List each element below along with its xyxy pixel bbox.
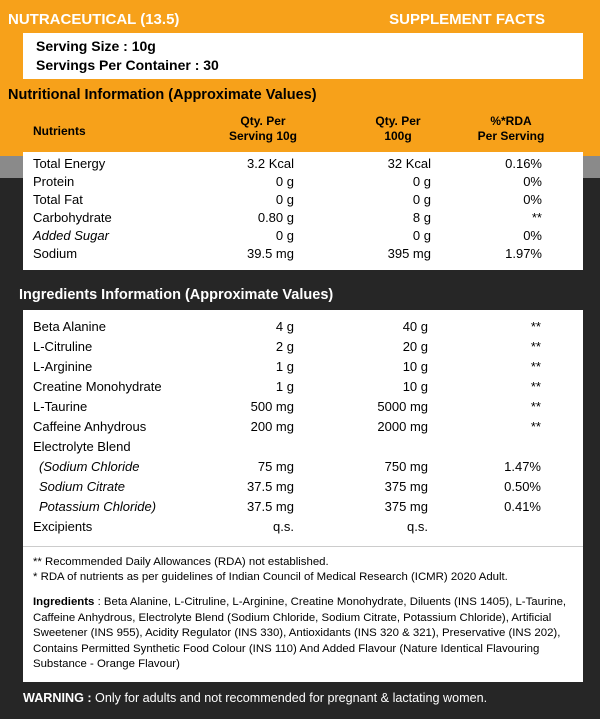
- qty-per-serving: 4 g: [275, 319, 294, 334]
- ingredient-name: Potassium Chloride): [39, 499, 157, 514]
- ingredients-label: Ingredients: [33, 596, 95, 608]
- rda-value: 0.50%: [504, 479, 541, 494]
- table-row: [23, 419, 583, 437]
- qty-per-serving: 39.5 mg: [247, 246, 294, 261]
- nutrient-name: Total Energy: [33, 156, 106, 171]
- table-row: [23, 210, 583, 228]
- rda-value: 0%: [523, 174, 542, 189]
- ingredient-name: Beta Alanine: [33, 319, 107, 334]
- servings-per-container: Servings Per Container : 30: [36, 57, 219, 73]
- rda-value: **: [530, 419, 541, 434]
- qty-per-serving: 500 mg: [250, 399, 294, 414]
- table-row: [23, 319, 583, 337]
- serving-box: [23, 33, 583, 79]
- table-row: [23, 459, 583, 477]
- warning-text: Only for adults and not recommended for pregnant & lactating women.: [91, 691, 488, 705]
- qty-per-100g: 375 mg: [384, 499, 428, 514]
- qty-per-100g: 750 mg: [384, 459, 428, 474]
- rda-value: **: [530, 319, 541, 334]
- qty-per-100g: 8 g: [412, 210, 431, 225]
- rda-value: 0.41%: [504, 499, 541, 514]
- table-row: [23, 379, 583, 397]
- qty-per-serving: 1 g: [275, 379, 294, 394]
- qty-per-100g: 10 g: [402, 359, 428, 374]
- ingredients-information-title: Ingredients Information (Approximate Values): [19, 287, 334, 303]
- nutrition-table-header: [23, 108, 583, 152]
- qty-per-serving: 0 g: [275, 228, 294, 243]
- qty-per-100g: 0 g: [412, 192, 431, 207]
- ingredient-name: Electrolyte Blend: [33, 439, 131, 454]
- qty-per-100g: 0 g: [412, 174, 431, 189]
- table-row: [23, 479, 583, 497]
- warning-line: [23, 691, 487, 705]
- table-row: [23, 439, 583, 457]
- qty-per-100g: 5000 mg: [377, 399, 428, 414]
- ingredient-name: Excipients: [33, 519, 93, 534]
- nutrient-name: Sodium: [33, 246, 78, 261]
- icmr-footnote: * RDA of nutrients as per guidelines of Indian Council of Medical Research (ICMR) 2020 Adult.: [33, 571, 508, 583]
- ingredient-name: L-Arginine: [33, 359, 93, 374]
- product-name: NUTRACEUTICAL (13.5): [8, 11, 180, 28]
- qty-per-serving: 2 g: [275, 339, 294, 354]
- ingredients-list: [33, 595, 573, 673]
- qty-per-serving: 37.5 mg: [247, 479, 294, 494]
- qty-per-100g: 32 Kcal: [387, 156, 431, 171]
- qty-per-serving: 75 mg: [257, 459, 294, 474]
- table-row: [23, 499, 583, 517]
- footnotes-box: [23, 546, 583, 682]
- rda-footnote: ** Recommended Daily Allowances (RDA) not established.: [33, 556, 329, 568]
- qty-per-100g: 0 g: [412, 228, 431, 243]
- ingredient-name: Creatine Monohydrate: [33, 379, 162, 394]
- ingredients-text: : Beta Alanine, L-Citruline, L-Arginine, Creatine Monohydrate, Diluents (INS 1405), L-Taurine, Caffeine Anhydrous, Electrolyte Blend (Sodium Chloride, Sodium Citrate, Potassium Chloride), Artificial Sweetener (INS 955), Acidity Regulator (INS 330), Antioxidants (INS 320 & 321), Preservative (INS 202), Contains Permitted Synthetic Food Colour (INS 110) And Added Flavour (Nature Identical Flavouring Substance - Orange Flavour): [33, 596, 567, 670]
- table-row: [23, 156, 583, 174]
- qty-per-serving: 200 mg: [250, 419, 294, 434]
- rda-value: 0%: [523, 192, 542, 207]
- qty-per-100g: 395 mg: [387, 246, 431, 261]
- table-row: [23, 519, 583, 537]
- col-rda-line1: %*RDA: [490, 114, 532, 128]
- qty-per-100g: 40 g: [402, 319, 428, 334]
- col-qty-100-line2: 100g: [384, 129, 412, 143]
- qty-per-100g: 375 mg: [384, 479, 428, 494]
- col-qty-serving-line2: Serving 10g: [228, 129, 298, 143]
- nutrient-name: Protein: [33, 174, 75, 189]
- nutrition-table: [23, 152, 583, 270]
- qty-per-serving: q.s.: [273, 519, 294, 534]
- rda-value: **: [530, 379, 541, 394]
- table-row: [23, 246, 583, 264]
- rda-value: **: [530, 339, 541, 354]
- ingredient-name: L-Citruline: [33, 339, 93, 354]
- rda-value: 1.97%: [505, 246, 542, 261]
- table-row: [23, 228, 583, 246]
- qty-per-serving: 0 g: [275, 192, 294, 207]
- rda-value: **: [530, 399, 541, 414]
- col-rda-line2: Per Serving: [477, 129, 545, 143]
- col-qty-serving-line1: Qty. Per: [240, 114, 286, 128]
- table-row: [23, 339, 583, 357]
- nutrient-name: Added Sugar: [33, 228, 109, 243]
- ingredient-name: (Sodium Chloride: [39, 459, 140, 474]
- table-row: [23, 192, 583, 210]
- rda-value: 0.16%: [505, 156, 542, 171]
- ingredient-name: Sodium Citrate: [39, 479, 125, 494]
- ingredient-name: Caffeine Anhydrous: [33, 419, 147, 434]
- qty-per-serving: 1 g: [275, 359, 294, 374]
- rda-value: 1.47%: [504, 459, 541, 474]
- col-rda: [461, 114, 561, 144]
- ingredient-name: L-Taurine: [33, 399, 88, 414]
- qty-per-100g: 2000 mg: [377, 419, 428, 434]
- rda-value: **: [530, 359, 541, 374]
- qty-per-100g: q.s.: [407, 519, 428, 534]
- col-qty-100: [363, 114, 433, 144]
- table-row: [23, 359, 583, 377]
- nutrient-name: Total Fat: [33, 192, 83, 207]
- supplement-facts-title: SUPPLEMENT FACTS: [389, 11, 545, 28]
- table-row: [23, 399, 583, 417]
- nutrient-name: Carbohydrate: [33, 210, 112, 225]
- table-row: [23, 174, 583, 192]
- rda-value: **: [531, 210, 542, 225]
- nutritional-information-title: Nutritional Information (Approximate Values): [8, 87, 317, 103]
- qty-per-serving: 37.5 mg: [247, 499, 294, 514]
- qty-per-100g: 10 g: [402, 379, 428, 394]
- qty-per-serving: 0.80 g: [257, 210, 294, 225]
- rda-value: 0%: [523, 228, 542, 243]
- qty-per-100g: 20 g: [402, 339, 428, 354]
- col-nutrients: Nutrients: [33, 124, 86, 138]
- qty-per-serving: 3.2 Kcal: [247, 156, 294, 171]
- col-qty-serving: [218, 114, 308, 144]
- warning-label: WARNING :: [23, 691, 92, 705]
- col-qty-100-line1: Qty. Per: [375, 114, 421, 128]
- ingredients-table: [23, 310, 583, 546]
- serving-size: Serving Size : 10g: [36, 38, 156, 54]
- qty-per-serving: 0 g: [275, 174, 294, 189]
